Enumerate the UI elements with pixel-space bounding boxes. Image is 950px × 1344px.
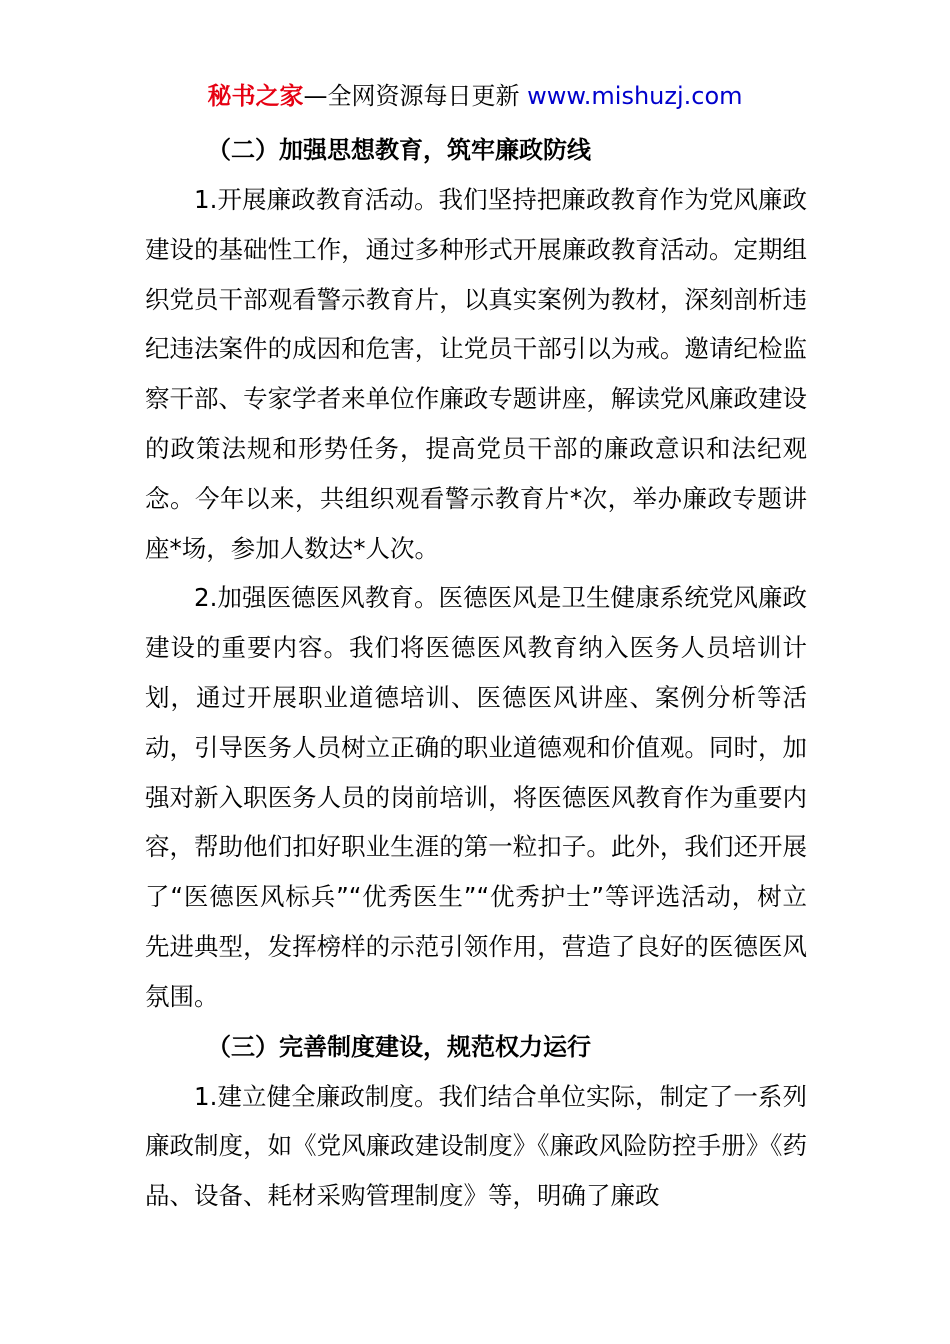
paragraph-medical-ethics: 2.加强医德医风教育。医德医风是卫生健康系统党风廉政建设的重要内容。我们将医德医风教育纳入医务人员培训计划，通过开展职业道德培训、医德医风讲座、案例分析等活动，引导医务人员树立正确的职业道德观和价值观。同时，加强对新入职医务人员的岗前培训，将医德医风教育作为重要内容，帮助他们扣好职业生涯的第一粒扣子。此外，我们还开展了“医德医风标兵”“优秀医生”“优秀护士”等评选活动，树立先进典型，发挥榜样的示范引领作用，营造了良好的医德医风氛围。 [145, 583, 807, 1011]
site-banner [0, 80, 950, 112]
banner-url-link[interactable]: www.mishuzj.com [527, 82, 743, 110]
banner-tagline: —全网资源每日更新 [303, 82, 528, 110]
paragraph-education-activities: 1.开展廉政教育活动。我们坚持把廉政教育作为党风廉政建设的基础性工作，通过多种形式开展廉政教育活动。定期组织党员干部观看警示教育片，以真实案例为教材，深刻剖析违纪违法案件的成因和危害，让党员干部引以为戒。邀请纪检监察干部、专家学者来单位作廉政专题讲座，解读党风廉政建设的政策法规和形势任务，提高党员干部的廉政意识和法纪观念。今年以来，共组织观看警示教育片*次，举办廉政专题讲座*场，参加人数达*人次。 [145, 185, 807, 563]
paragraph-integrity-system: 1.建立健全廉政制度。我们结合单位实际，制定了一系列廉政制度，如《党风廉政建设制度》《廉政风险防控手册》《药品、设备、耗材采购管理制度》等，明确了廉政 [145, 1081, 807, 1211]
section-heading-3: （三）完善制度建设，规范权力运行 [207, 1032, 591, 1061]
document-body [145, 125, 807, 1221]
banner-brand: 秘书之家 [207, 82, 304, 110]
section-heading-2: （二）加强思想教育，筑牢廉政防线 [207, 136, 591, 164]
